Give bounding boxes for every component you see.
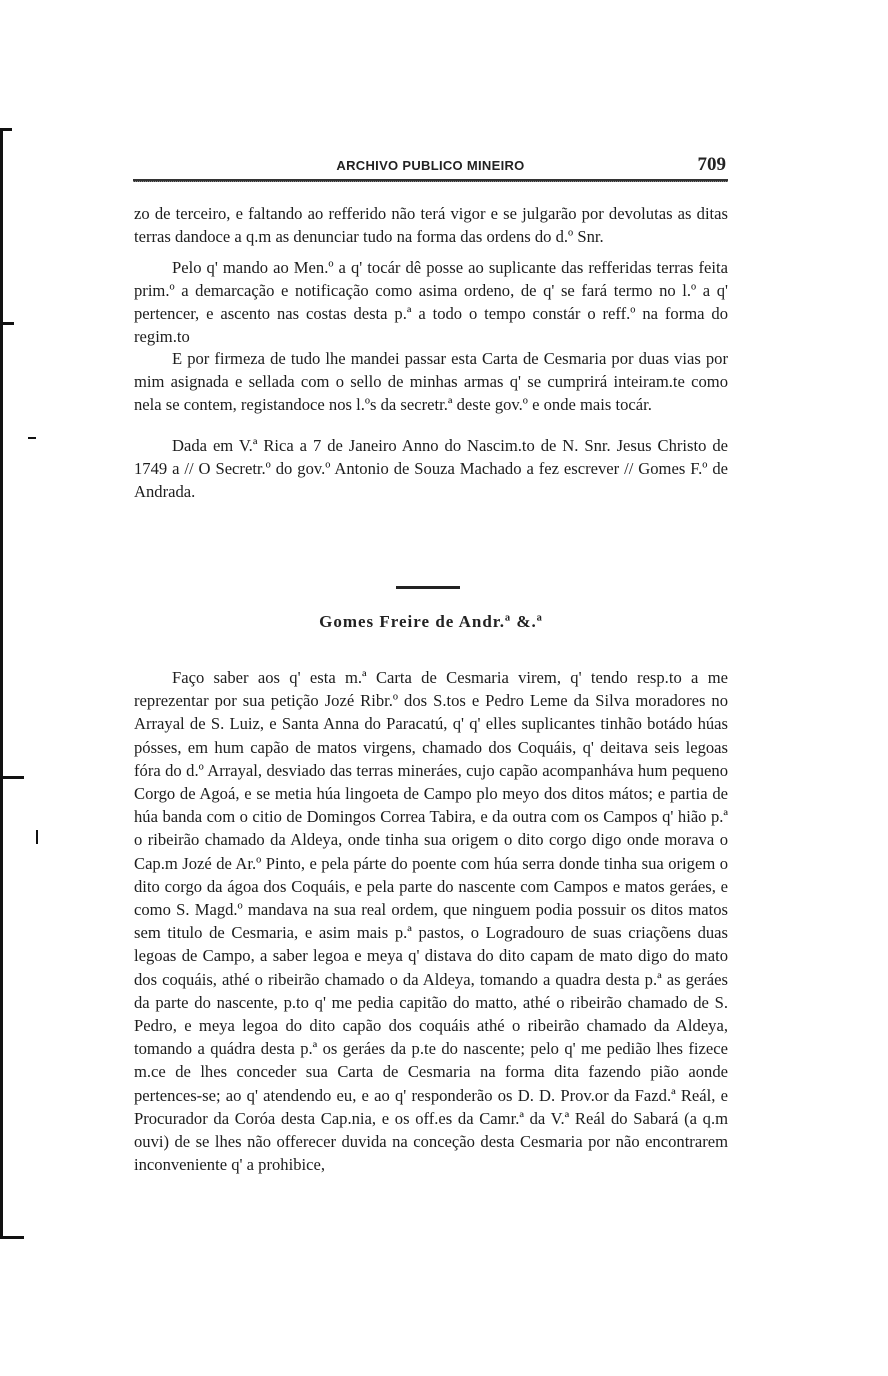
paragraph: zo de terceiro, e faltando ao refferido não terá vigor e se julgarão por devolutas as ditas terras dandoce a q.m as denunciar tudo na forma das ordens do d.º Snr. [134,204,728,246]
section-divider [396,586,460,589]
paragraph: Pelo q' mando ao Men.º a q' tocár dê posse ao suplicante das refferidas terras feita prim.º a demarcação e notificação como asima ordeno, de q' se fará termo no l.º a q' pertencer, e ascento nas costas desta p.ª a todo o tempo constár o reff.º na forma do regim.to [134,257,728,346]
text-block-top [134,203,728,504]
scan-edge-mark [0,128,3,1238]
section-heading: Gomes Freire de Andr.ª &.ª [319,612,543,631]
scan-speck [28,437,36,439]
paragraph: Faço saber aos q' esta m.ª Carta de Cesmaria virem, q' tendo resp.to a me reprezentar por sua petição Jozé Ribr.º dos S.tos e Pedro Leme da Silva moradores no Arrayal de S. Luiz, e Santa Anna do Paracatú, q' q' elles suplicantes tinhão botádo húas pósses, em hum capão de matos virgens, chamado dos Coquáis, q' deitava seis legoas fóra do d.º Arrayal, desviado das terras mineráes, cujo capão acompanháva hum pequeno Corgo de Agoá, e se metia húa lingoeta de Campo plo meyo dos ditos mátos; e partia de húa banda com o citio de Domingos Correa Tabira, e da outra com os Campos q' hião p.ª o ribeirão chamado da Aldeya, onde tinha sua origem o dito corgo digo onde morava o Cap.m Jozé de Ar.º Pinto, e pela párte do poente com húa serra donde tinha sua origem o dito corgo da ágoa dos Coquáis, e pela parte do nascente com Campos e matos geráes, e como S. Magd.º mandava na sua real ordem, que ninguem podia possuir os ditos matos sem titulo de Cesmaria, e asim mais p.ª pastos, o Logradouro de suas criaçõens duas legoas de Campo, a saber legoa e meya q' distava do dito capam de mato digo do mato dos coquáis, athé o ribeirão chamado o da Aldeya, tomando a quadra desta p.ª as geráes da parte do nascente, p.to q' me pedia capitão do matto, athé o ribeirão chamado de S. Pedro, e meya legoa do dito capão dos coquáis athé o ribeirão chamado da Aldeya, tomando a quádra desta p.ª os geráes da p.te do nascente; pelo q' me pedião lhes fizece m.ce de lhes conceder sua Carta de Cesmaria na forma dita fazendo pião aonde pertences-se; ao q' atendendo eu, e ao q' responderão os D. D. Prov.or da Fazd.ª Reál, e Procurador da Coróa desta Cap.nia, e os off.es da Camr.ª da V.ª Reál do Sabará (a q.m ouvi) de se lhes não offerecer duvida na conceção desta Cesmaria por não encontrarem inconveniente q' a prohibice, [134,668,728,1175]
scan-edge-mark [0,776,24,779]
header-rule [133,179,728,182]
scan-edge-mark [0,322,14,325]
text-block-main [134,666,728,1176]
page-number: 709 [697,154,726,175]
paragraph: E por firmeza de tudo lhe mandei passar esta Carta de Cesmaria por duas vias por mim asignada e sellada com o sello de minhas armas q' se cumprirá inteiram.te como nela se contem, registandoce nos l.ºs da secretr.ª deste gov.º e onde mais tocár. [134,349,728,415]
running-head [133,152,728,182]
scan-edge-mark [0,1236,24,1239]
running-head-title: ARCHIVO PUBLICO MINEIRO [336,158,525,173]
scan-speck [36,830,38,844]
paragraph: Dada em V.ª Rica a 7 de Janeiro Anno do Nascim.to de N. Snr. Jesus Christo de 1749 a // O Secretr.º do gov.º Antonio de Souza Machado a fez escrever // Gomes F.º de Andrada. [134,436,728,501]
